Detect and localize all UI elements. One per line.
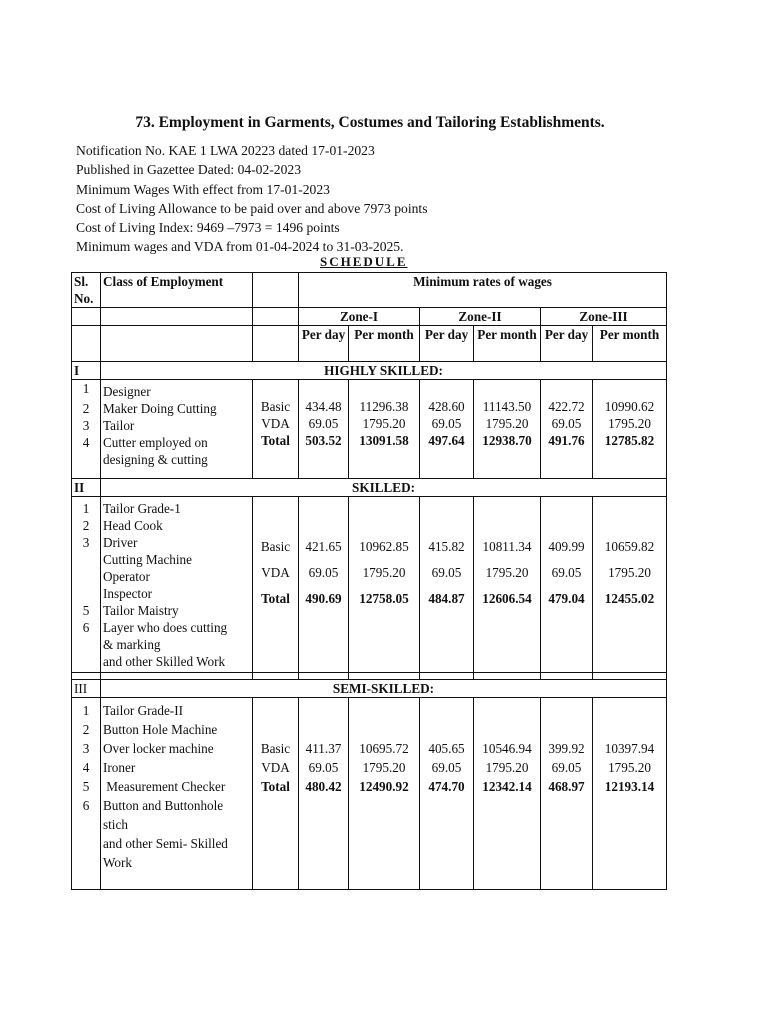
notification-details — [76, 141, 428, 257]
list-item: Head Cook — [103, 518, 163, 533]
zone-2-per-month-header: Per month — [474, 326, 541, 362]
list-item: Ironer — [103, 760, 136, 775]
wage-component-labels: Basic VDA Total — [253, 497, 299, 673]
zone-3-per-day: 399.92 69.05 468.97 — [541, 698, 593, 890]
list-item: Work — [103, 855, 132, 870]
list-item: Layer who does cutting — [103, 620, 228, 635]
list-item: designing & cutting — [103, 452, 208, 467]
zone-1-per-day-header: Per day — [299, 326, 349, 362]
zone-1-header: Zone-I — [299, 308, 420, 326]
list-item: Tailor — [103, 418, 135, 433]
header-blank — [101, 308, 253, 326]
cost-of-living-allowance: Cost of Living Allowance to be paid over and above 7973 points — [76, 200, 428, 216]
zone-1-per-month: 10962.85 1795.20 12758.05 — [349, 497, 420, 673]
notification-number: Notification No. KAE 1 LWA 20223 dated 17-01-2023 — [76, 143, 375, 158]
list-item: Operator — [103, 569, 150, 584]
list-item: Cutter employed on — [103, 435, 208, 450]
item-numbers: 1 2 3 4 5 6 — [72, 698, 101, 890]
list-item: Tailor Maistry — [103, 603, 179, 618]
header-class-of-employment: Class of Employment — [101, 273, 253, 308]
zone-3-per-month: 10397.94 1795.20 12193.14 — [593, 698, 667, 890]
list-item: Button Hole Machine — [103, 722, 218, 737]
header-blank — [253, 308, 299, 326]
zone-2-per-day: 405.65 69.05 474.70 — [420, 698, 474, 890]
list-item: Inspector — [103, 586, 153, 601]
employment-class-list — [101, 497, 253, 673]
employment-class-list — [101, 698, 253, 890]
section-title: SKILLED: — [101, 479, 667, 497]
zone-3-per-month: 10659.82 1795.20 12455.02 — [593, 497, 667, 673]
header-blank — [72, 308, 101, 326]
list-item: Measurement Checker — [103, 779, 226, 794]
zone-3-per-month: 10990.62 1795.20 12785.82 — [593, 380, 667, 479]
list-item: & marking — [103, 637, 161, 652]
item-numbers: 1 2 3 4 — [72, 380, 101, 479]
section-title: SEMI-SKILLED: — [101, 680, 667, 698]
gazette-date: Published in Gazettee Dated: 04-02-2023 — [76, 162, 301, 178]
validity-period: Minimum wages and VDA from 01-04-2024 to 31-03-2025. — [76, 239, 404, 255]
header-blank — [72, 326, 101, 362]
zone-3-header: Zone-III — [541, 308, 667, 326]
cost-of-living-index: Cost of Living Index: 9469 –7973 = 1496 points — [76, 220, 340, 236]
list-item: Maker Doing Cutting — [103, 401, 217, 416]
page-title: 73. Employment in Garments, Costumes and Tailoring Establishments. — [135, 114, 605, 131]
wage-component-labels: Basic VDA Total — [253, 380, 299, 479]
wage-component-labels: Basic VDA Total — [253, 698, 299, 890]
list-item: Designer — [103, 384, 151, 399]
zone-3-per-month-header: Per month — [593, 326, 667, 362]
list-item: Tailor Grade-1 — [103, 501, 181, 516]
section-number: III — [72, 680, 101, 698]
zone-1-per-day: 421.65 69.05 490.69 — [299, 497, 349, 673]
zone-2-per-month: 10811.34 1795.20 12606.54 — [474, 497, 541, 673]
list-item: stich — [103, 817, 128, 832]
zone-3-per-day: 422.72 69.05 491.76 — [541, 380, 593, 479]
zone-2-per-day: 428.60 69.05 497.64 — [420, 380, 474, 479]
list-item: Button and Buttonhole — [103, 798, 224, 813]
header-blank — [101, 326, 253, 362]
section-number: II — [72, 479, 101, 497]
employment-class-list — [101, 380, 253, 479]
zone-2-per-day-header: Per day — [420, 326, 474, 362]
list-item: Tailor Grade-II — [103, 703, 183, 718]
header-sl-no: Sl. No. — [72, 273, 101, 308]
zone-1-per-day: 411.37 69.05 480.42 — [299, 698, 349, 890]
wage-schedule-table — [71, 272, 667, 890]
list-item: and other Semi- Skilled — [103, 836, 228, 851]
zone-3-per-day-header: Per day — [541, 326, 593, 362]
zone-2-per-month: 10546.94 1795.20 12342.14 — [474, 698, 541, 890]
schedule-heading: SCHEDULE — [320, 254, 408, 269]
list-item: Over locker machine — [103, 741, 214, 756]
item-numbers: 1 2 3 5 6 — [72, 497, 101, 673]
list-item: and other Skilled Work — [103, 654, 226, 669]
section-number: I — [72, 362, 101, 380]
header-blank — [253, 326, 299, 362]
section-title: HIGHLY SKILLED: — [101, 362, 667, 380]
zone-2-per-day: 415.82 69.05 484.87 — [420, 497, 474, 673]
zone-1-per-month-header: Per month — [349, 326, 420, 362]
zone-1-per-day: 434.48 69.05 503.52 — [299, 380, 349, 479]
header-blank — [253, 273, 299, 308]
list-item: Cutting Machine — [103, 552, 193, 567]
effective-date: Minimum Wages With effect from 17-01-2023 — [76, 181, 330, 197]
zone-1-per-month: 10695.72 1795.20 12490.92 — [349, 698, 420, 890]
zone-1-per-month: 11296.38 1795.20 13091.58 — [349, 380, 420, 479]
header-minimum-rates: Minimum rates of wages — [299, 273, 667, 308]
zone-2-header: Zone-II — [420, 308, 541, 326]
zone-3-per-day: 409.99 69.05 479.04 — [541, 497, 593, 673]
zone-2-per-month: 11143.50 1795.20 12938.70 — [474, 380, 541, 479]
list-item: Driver — [103, 535, 138, 550]
